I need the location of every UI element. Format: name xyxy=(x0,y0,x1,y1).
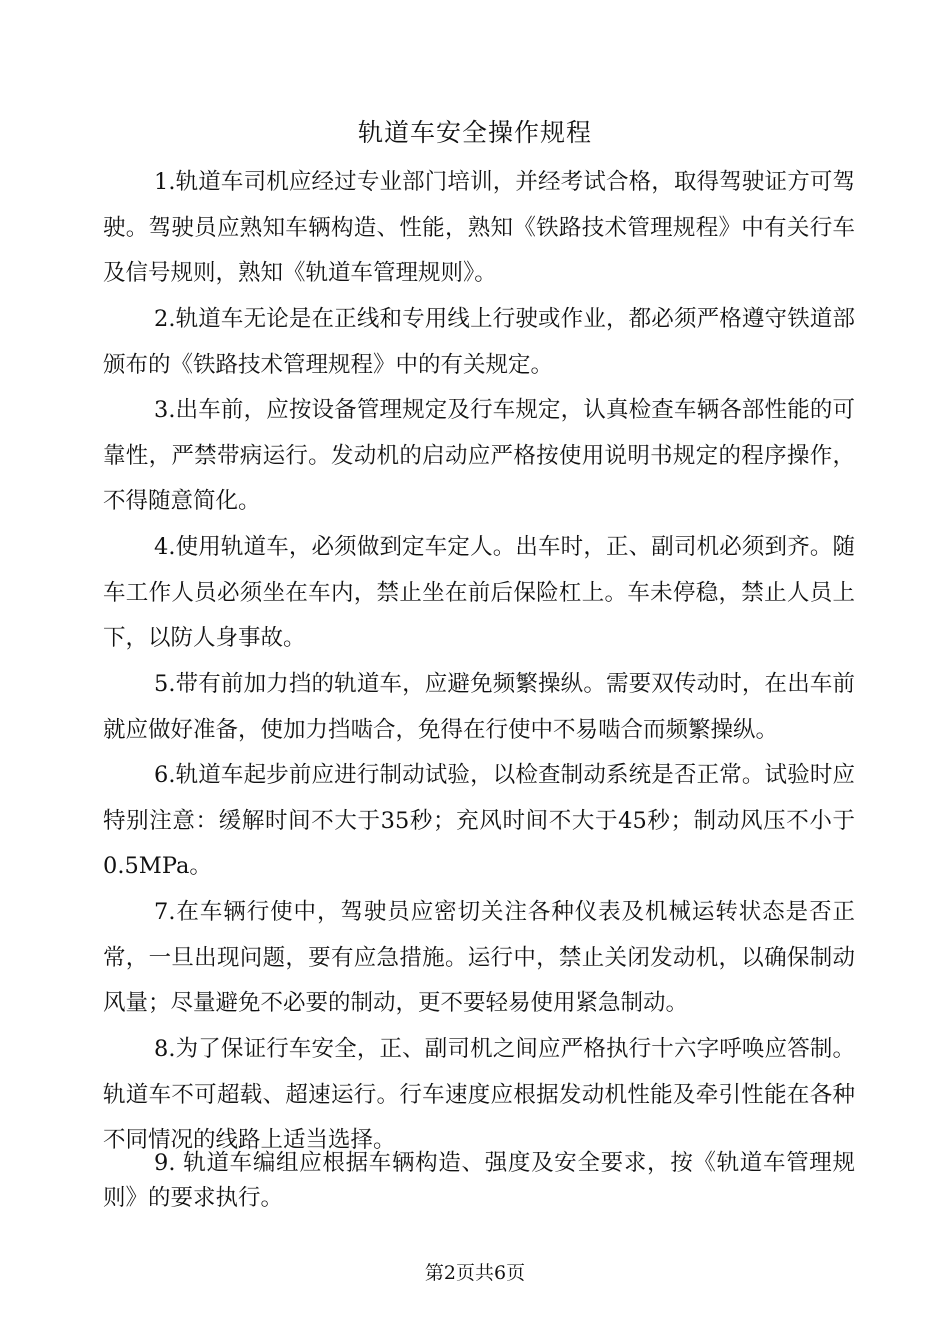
document-title: 轨道车安全操作规程 xyxy=(357,118,592,147)
clause-7: 7.在车辆行使中，驾驶员应密切关注各种仪表及机械运转状态是否正常，一旦出现问题，要有应急措施。运行中，禁止关闭发动机，以确保制动风量；尽量避免不必要的制动，更不要轻易使用紧急制动。 xyxy=(103,899,855,1016)
page-footer: 第2页共6页 xyxy=(424,1262,526,1284)
clause-4: 4.使用轨道车，必须做到定车定人。出车时，正、副司机必须到齐。随车工作人员必须坐在车内，禁止坐在前后保险杠上。车未停稳，禁止人员上下，以防人身事故。 xyxy=(103,534,855,651)
clause-8: 8.为了保证行车安全，正、副司机之间应严格执行十六字呼唤应答制。轨道车不可超载、超速运行。行车速度应根据发动机性能及牵引性能在各种不同情况的线路上适当选择。 xyxy=(103,1036,855,1153)
clause-1: 1.轨道车司机应经过专业部门培训，并经考试合格，取得驾驶证方可驾驶。驾驶员应熟知车辆构造、性能，熟知《铁路技术管理规程》中有关行车及信号规则，熟知《轨道车管理规则》。 xyxy=(103,169,855,286)
clause-2: 2.轨道车无论是在正线和专用线上行驶或作业，都必须严格遵守铁道部颁布的《铁路技术管理规程》中的有关规定。 xyxy=(103,306,855,378)
clause-5: 5.带有前加力挡的轨道车，应避免频繁操纵。需要双传动时，在出车前就应做好准备，使加力挡啮合，免得在行使中不易啮合而频繁操纵。 xyxy=(103,671,855,743)
clause-6: 6.轨道车起步前应进行制动试验，以检查制动系统是否正常。试验时应特别注意：缓解时间不大于35秒；充风时间不大于45秒；制动风压不小于0.5MPa。 xyxy=(103,762,855,879)
clause-9: 9. 轨道车编组应根据车辆构造、强度及安全要求，按《轨道车管理规则》的要求执行。 xyxy=(103,1150,855,1211)
clause-3: 3.出车前，应按设备管理规定及行车规定，认真检查车辆各部性能的可靠性，严禁带病运行。发动机的启动应严格按使用说明书规定的程序操作，不得随意简化。 xyxy=(103,397,855,514)
